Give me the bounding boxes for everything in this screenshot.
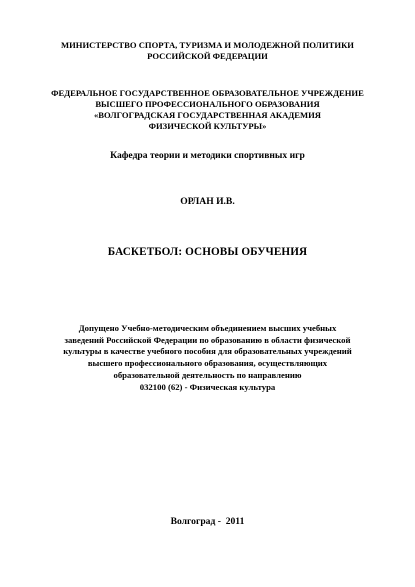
approval-statement xyxy=(0,323,415,393)
ministry-line: МИНИСТЕРСТВО СПОРТА, ТУРИЗМА И МОЛОДЕЖНОЙ ПОЛИТИКИ xyxy=(61,40,354,50)
approval-line: образовательной деятельность по направлению xyxy=(113,369,302,380)
approval-line: заведений Российской Федерации по образованию в области физической xyxy=(64,334,351,345)
document-title xyxy=(0,245,415,259)
department-name xyxy=(0,150,415,162)
institution-line: ВЫСШЕГО ПРОФЕССИОНАЛЬНОГО ОБРАЗОВАНИЯ xyxy=(95,99,320,109)
title-line: БАСКЕТБОЛ: ОСНОВЫ ОБУЧЕНИЯ xyxy=(107,246,308,258)
approval-line: 032100 (62) - Физическая культура xyxy=(139,381,276,392)
institution-line: ФИЗИЧЕСКОЙ КУЛЬТУРЫ» xyxy=(148,121,267,131)
institution-line: ФЕДЕРАЛЬНОЕ ГОСУДАРСТВЕННОЕ ОБРАЗОВАТЕЛЬНОЕ УЧРЕЖДЕНИЕ xyxy=(51,88,364,98)
footer-line: Волгоград - 2011 xyxy=(170,516,245,527)
department-line: Кафедра теории и методики спортивных игр xyxy=(110,150,305,161)
institution-header xyxy=(0,88,415,132)
ministry-header xyxy=(0,40,415,62)
city-year xyxy=(0,516,415,528)
approval-line: Допущено Учебно-методическим объединением высших учебных xyxy=(78,323,337,333)
author-line: ОРЛАН И.В. xyxy=(180,196,235,207)
approval-line: высшего профессионального образования, осуществляющих xyxy=(87,358,328,369)
ministry-line: РОССИЙСКОЙ ФЕДЕРАЦИИ xyxy=(147,51,268,61)
institution-line: «ВОЛГОГРАДСКАЯ ГОСУДАРСТВЕННАЯ АКАДЕМИЯ xyxy=(93,110,322,120)
author-name xyxy=(0,196,415,208)
approval-line: культуры в качестве учебного пособия для образовательных учреждений xyxy=(63,346,352,357)
